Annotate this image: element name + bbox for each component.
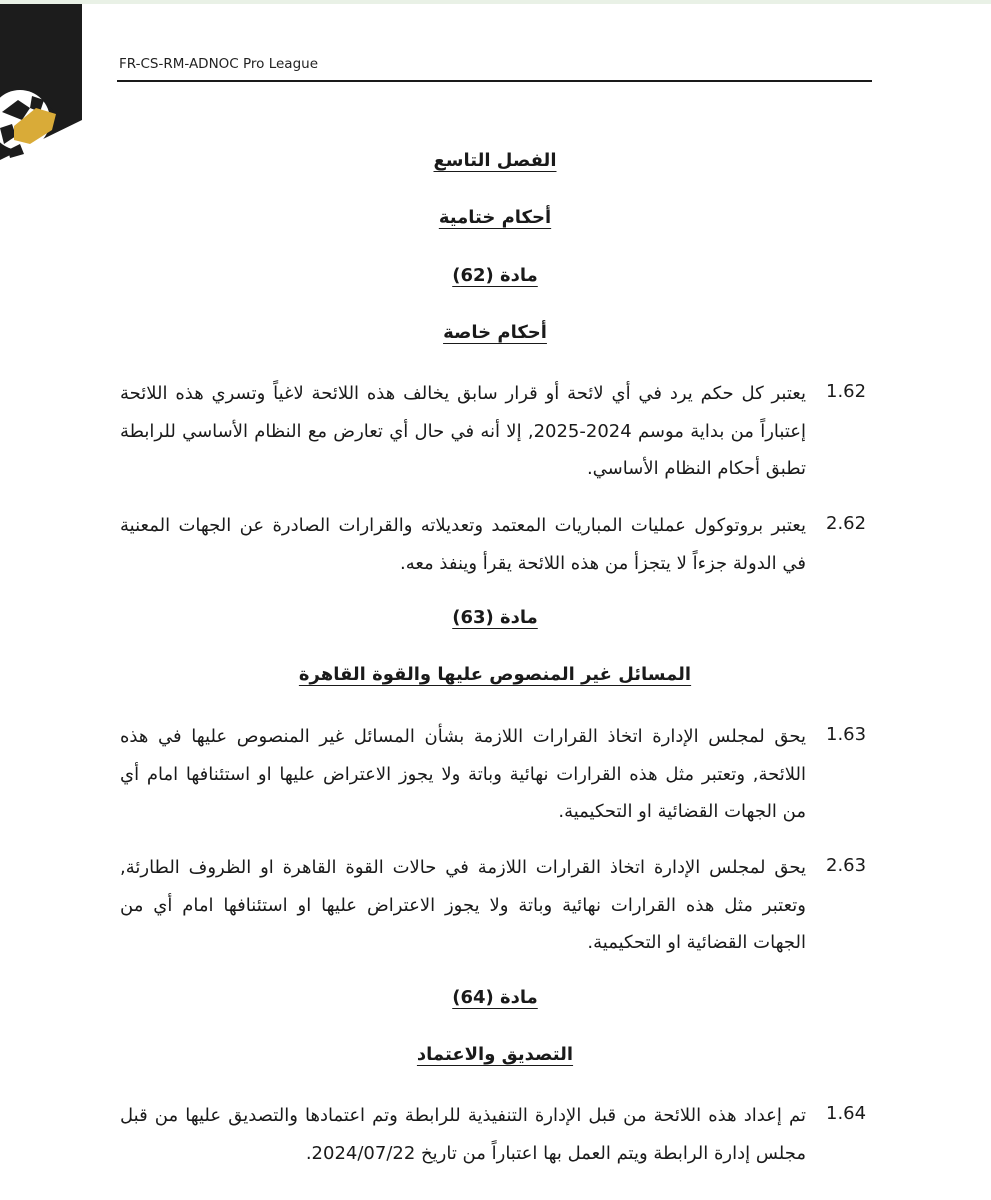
chapter-subtitle: أحكام ختامية (438, 207, 552, 228)
chapter-title: الفصل التاسع (433, 150, 557, 171)
article-62-number: مادة (62) (452, 265, 538, 286)
document-header-code: FR-CS-RM-ADNOC Pro League (119, 56, 319, 72)
header-divider (117, 80, 872, 82)
clause-text: يحق لمجلس الإدارة اتخاذ القرارات اللازمة في حالات القوة القاهرة او الظروف الطارئة, وتعتبر مثل هذه القرارات نهائية وباتة ولا يجوز الاعتراض عليها او استئنافها امام أي من الجهات القضائية او التحكيمية. (120, 857, 806, 953)
article-64-number: مادة (64) (452, 987, 538, 1008)
clause-text: يحق لمجلس الإدارة اتخاذ القرارات اللازمة بشأن المسائل غير المنصوص عليها في هذه اللائحة, وتعتبر مثل هذه القرارات نهائية وباتة ولا يجوز الاعتراض عليها او استئنافها امام أي من الجهات القضائية او التحكيمية. (120, 726, 806, 822)
clause-number: 1.62 (826, 381, 867, 402)
article-63-number: مادة (63) (452, 607, 538, 628)
clause-text: يعتبر بروتوكول عمليات المباريات المعتمد وتعديلاته والقرارات الصادرة عن الجهات المعنية في الدولة جزءاً لا يتجزأ من هذه اللائحة يقرأ وينفذ معه. (120, 515, 806, 574)
article-62-heading: أحكام خاصة (443, 322, 547, 343)
clause-text: يعتبر كل حكم يرد في أي لائحة أو قرار سابق يخالف هذه اللائحة لاغياً وتسري هذه اللائحة إعتباراً من بداية موسم 2024-2025, إلا أنه في حال أي تعارض مع النظام الأساسي للرابطة تطبق أحكام النظام الأساسي. (120, 383, 806, 479)
clause-number: 2.62 (826, 513, 867, 534)
league-logo-icon (0, 4, 82, 160)
clause-number: 2.63 (826, 855, 867, 876)
clause-number: 1.63 (826, 724, 867, 745)
league-logo (0, 4, 82, 160)
clause-text: تم إعداد هذه اللائحة من قبل الإدارة التنفيذية للرابطة وتم اعتمادها والتصديق عليها من قبل مجلس إدارة الرابطة ويتم العمل بها اعتباراً من تاريخ 2024/07/22. (120, 1105, 806, 1164)
article-64-heading: التصديق والاعتماد (416, 1044, 574, 1065)
clause-number: 1.64 (826, 1103, 867, 1124)
top-border-strip (0, 0, 991, 4)
article-63-heading: المسائل غير المنصوص عليها والقوة القاهرة (298, 664, 692, 685)
